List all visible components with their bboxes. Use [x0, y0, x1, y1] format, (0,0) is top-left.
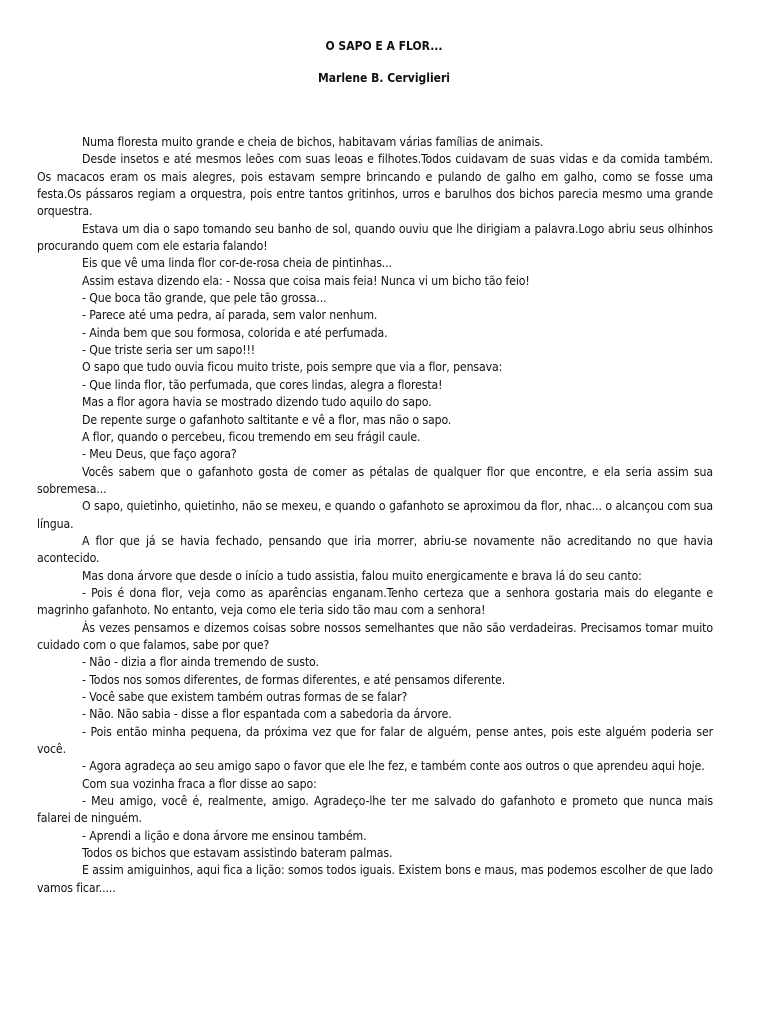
paragraph: Estava um dia o sapo tomando seu banho de sol, quando ouviu que lhe dirigiam a palavra.Logo abriu seus olhinhos procurando quem com ele estaria falando! — [37, 221, 713, 254]
story-body — [37, 134, 713, 897]
paragraph: - Que triste seria ser um sapo!!! — [82, 343, 256, 358]
paragraph: Numa floresta muito grande e cheia de bichos, habitavam várias famílias de animais. — [82, 135, 544, 149]
paragraph: Vocês sabem que o gafanhoto gosta de comer as pétalas de qualquer flor que encontre, e ela seria assim sua sobremesa... — [37, 464, 713, 496]
paragraph: O sapo, quietinho, quietinho, não se mexeu, e quando o gafanhoto se aproximou da flor, nhac... o alcançou com sua língua. — [37, 499, 713, 531]
paragraph: Com sua vozinha fraca a flor disse ao sapo: — [82, 776, 317, 791]
paragraph: - Pois então minha pequena, da próxima vez que for falar de alguém, pense antes, pois este alguém poderia ser você. — [37, 724, 713, 757]
paragraph: - Não. Não sabia - disse a flor espantada com a sabedoria da árvore. — [82, 707, 452, 722]
paragraph: A flor, quando o percebeu, ficou tremendo em seu frágil caule. — [82, 429, 421, 444]
paragraph: - Pois é dona flor, veja como as aparências enganam.Tenho certeza que a senhora gostaria mais do elegante e magrinho gafanhoto. No entanto, veja como ele teria sido tão mau com a senhora! — [37, 585, 713, 618]
paragraph: - Meu amigo, você é, realmente, amigo. Agradeço-lhe ter me salvado do gafanhoto e prometo que nunca mais falarei de ninguém. — [37, 794, 713, 826]
paragraph: - Agora agradeça ao seu amigo sapo o favor que ele lhe fez, e também conte aos outros o que aprendeu aqui hoje. — [82, 759, 705, 774]
paragraph: Mas a flor agora havia se mostrado dizendo tudo aquilo do sapo. — [82, 395, 432, 410]
paragraph: - Que linda flor, tão perfumada, que cores lindas, alegra a floresta! — [82, 377, 443, 392]
paragraph: - Parece até uma pedra, aí parada, sem valor nenhum. — [82, 308, 378, 323]
paragraph: Assim estava dizendo ela: - Nossa que coisa mais feia! Nunca vi um bicho tão feio! — [82, 273, 530, 288]
story-author: Marlene B. Cerviglieri — [317, 71, 450, 85]
paragraph: - Meu Deus, que faço agora? — [82, 447, 237, 462]
paragraph: Às vezes pensamos e dizemos coisas sobre nossos semelhantes que não são verdadeiras. Precisamos tomar muito cuidado com o que falamos, sabe por que? — [37, 620, 713, 652]
paragraph: - Aprendi a lição e dona árvore me ensinou também. — [82, 828, 367, 843]
paragraph: - Que boca tão grande, que pele tão grossa... — [82, 291, 327, 306]
paragraph: Eis que vê uma linda flor cor-de-rosa cheia de pintinhas... — [82, 256, 392, 271]
paragraph: - Você sabe que existem também outras formas de se falar? — [82, 690, 408, 704]
paragraph: - Ainda bem que sou formosa, colorida e até perfumada. — [82, 325, 388, 340]
paragraph: - Não - dizia a flor ainda tremendo de susto. — [82, 655, 319, 670]
paragraph: Todos os bichos que estavam assistindo bateram palmas. — [82, 846, 393, 861]
story-title: O SAPO E A FLOR... — [325, 39, 443, 53]
paragraph: - Todos nos somos diferentes, de formas diferentes, e até pensamos diferente. — [82, 672, 506, 687]
paragraph: A flor que já se havia fechado, pensando que iria morrer, abriu-se novamente não acreditando no que havia acontecido. — [37, 533, 713, 566]
paragraph: E assim amiguinhos, aqui fica a lição: somos todos iguais. Existem bons e maus, mas podemos escolher de que lado vamos ficar..... — [37, 863, 713, 895]
paragraph: Mas dona árvore que desde o início a tudo assistia, falou muito energicamente e brava lá do seu canto: — [82, 568, 642, 583]
paragraph: De repente surge o gafanhoto saltitante e vê a flor, mas não o sapo. — [82, 412, 452, 427]
paragraph: O sapo que tudo ouvia ficou muito triste, pois sempre que via a flor, pensava: — [82, 360, 503, 375]
paragraph: Desde insetos e até mesmos leões com suas leoas e filhotes.Todos cuidavam de suas vidas e da comida também. Os macacos eram os mais alegres, pois estavam sempre brincando e pulando de galho em galho, como se fosse uma festa.Os pássaros regiam a orquestra, pois entre tantos gritinhos, urros e barulhos dos bichos parecia mesmo uma grande orquestra. — [37, 152, 713, 219]
